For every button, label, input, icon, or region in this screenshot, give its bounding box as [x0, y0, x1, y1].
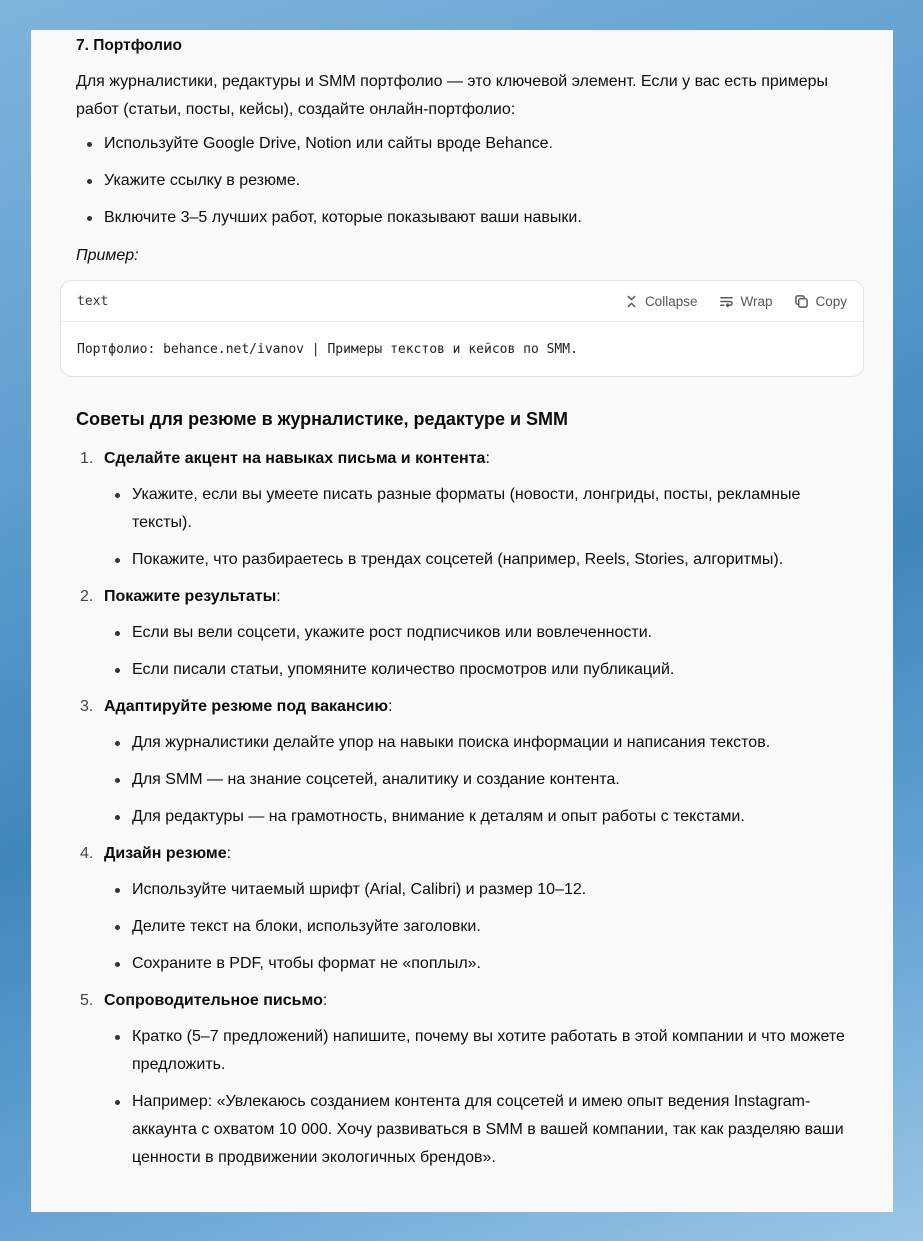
collapse-button[interactable] — [624, 294, 698, 309]
list-item: Включите 3–5 лучших работ, которые показывают ваши навыки. — [76, 204, 848, 232]
list-item: Покажите, что разбираетесь в трендах соцсетей (например, Reels, Stories, алгоритмы). — [104, 546, 848, 574]
tip-number: 3. — [80, 698, 94, 715]
wrap-icon — [719, 294, 734, 309]
tips-heading: Советы для резюме в журналистике, редактуре и SMM — [76, 409, 569, 429]
portfolio-intro: Для журналистики, редактуры и SMM портфолио — это ключевой элемент. Если у вас есть примеры работ (статьи, посты, кейсы), создайте онлайн-портфолио: — [76, 73, 829, 118]
list-item: Укажите ссылку в резюме. — [76, 167, 848, 195]
code-language-label: text — [77, 293, 109, 309]
tip-item: 3. Адаптируйте резюме под вакансию: Для журналистики делайте упор на навыки поиска информации и написания текстов. Для SMM — на знание соцсетей, аналитику и создание контента. Для редактуры — на грамотность, внимание к деталям и опыт работы с текстами. — [76, 693, 848, 831]
list-item: Делите текст на блоки, используйте заголовки. — [104, 913, 848, 941]
tip-number: 5. — [80, 992, 94, 1009]
tip-number: 1. — [80, 450, 94, 467]
list-item: Используйте читаемый шрифт (Arial, Calibri) и размер 10–12. — [104, 876, 848, 904]
tip-title: Покажите результаты — [104, 588, 277, 605]
example-label: Пример: — [76, 247, 139, 264]
copy-button[interactable] — [794, 294, 847, 309]
list-item: Сохраните в PDF, чтобы формат не «поплыл». — [104, 950, 848, 978]
list-item: Укажите, если вы умеете писать разные форматы (новости, лонгриды, посты, рекламные тексты). — [104, 481, 848, 537]
collapse-icon — [624, 294, 639, 309]
list-item: Например: «Увлекаюсь созданием контента для соцсетей и имею опыт ведения Instagram-аккаунта с охватом 10 000. Хочу развиваться в SMM в вашей компании, так как разделяю ваши ценности в продвижении экологичных брендов». — [104, 1088, 848, 1172]
wrap-label: Wrap — [740, 293, 773, 309]
tip-item: 2. Покажите результаты: Если вы вели соцсети, укажите рост подписчиков или вовлеченности. Если писали статьи, упомяните количество просмотров или публикаций. — [76, 583, 848, 684]
code-actions — [624, 294, 847, 309]
list-item: Для журналистики делайте упор на навыки поиска информации и написания текстов. — [104, 729, 848, 757]
code-block — [60, 280, 864, 377]
list-item: Если вы вели соцсети, укажите рост подписчиков или вовлеченности. — [104, 619, 848, 647]
copy-icon — [794, 294, 809, 309]
list-item: Для редактуры — на грамотность, внимание к деталям и опыт работы с текстами. — [104, 803, 848, 831]
chat-message-content — [31, 30, 893, 1212]
list-item: Используйте Google Drive, Notion или сайты вроде Behance. — [76, 130, 848, 158]
collapse-label: Collapse — [644, 293, 698, 309]
wrap-button[interactable] — [719, 294, 772, 309]
portfolio-list — [76, 130, 848, 232]
tip-item: 4. Дизайн резюме: Используйте читаемый шрифт (Arial, Calibri) и размер 10–12. Делите текст на блоки, используйте заголовки. Сохраните в PDF, чтобы формат не «поплыл». — [76, 840, 848, 978]
tip-title: Сопроводительное письмо — [104, 992, 323, 1009]
portfolio-heading: 7. Портфолио — [76, 37, 182, 54]
code-block-header — [61, 281, 863, 322]
tip-title: Сделайте акцент на навыках письма и контента — [104, 450, 486, 467]
tips-list — [76, 445, 848, 1172]
tip-number: 2. — [80, 588, 94, 605]
tip-title: Адаптируйте резюме под вакансию — [104, 698, 388, 715]
tip-item: 1. Сделайте акцент на навыках письма и контента: Укажите, если вы умеете писать разные форматы (новости, лонгриды, посты, рекламные тексты). Покажите, что разбираетесь в трендах соцсетей (например, Reels, Stories, алгоритмы). — [76, 445, 848, 574]
list-item: Для SMM — на знание соцсетей, аналитику и создание контента. — [104, 766, 848, 794]
tip-item: 5. Сопроводительное письмо: Кратко (5–7 предложений) напишите, почему вы хотите работать в этой компании и что можете предложить. Например: «Увлекаюсь созданием контента для соцсетей и имею опыт ведения Instagram-аккаунта с охватом 10 000. Хочу развиваться в SMM в вашей компании, так как разделяю ваши ценности в продвижении экологичных брендов». — [76, 987, 848, 1172]
code-content: Портфолио: behance.net/ivanov | Примеры текстов и кейсов по SMM. — [77, 341, 578, 357]
list-item: Если писали статьи, упомяните количество просмотров или публикаций. — [104, 656, 848, 684]
list-item: Кратко (5–7 предложений) напишите, почему вы хотите работать в этой компании и что можете предложить. — [104, 1023, 848, 1079]
tip-title: Дизайн резюме — [104, 845, 227, 862]
tip-number: 4. — [80, 845, 94, 862]
copy-label: Copy — [815, 293, 847, 309]
